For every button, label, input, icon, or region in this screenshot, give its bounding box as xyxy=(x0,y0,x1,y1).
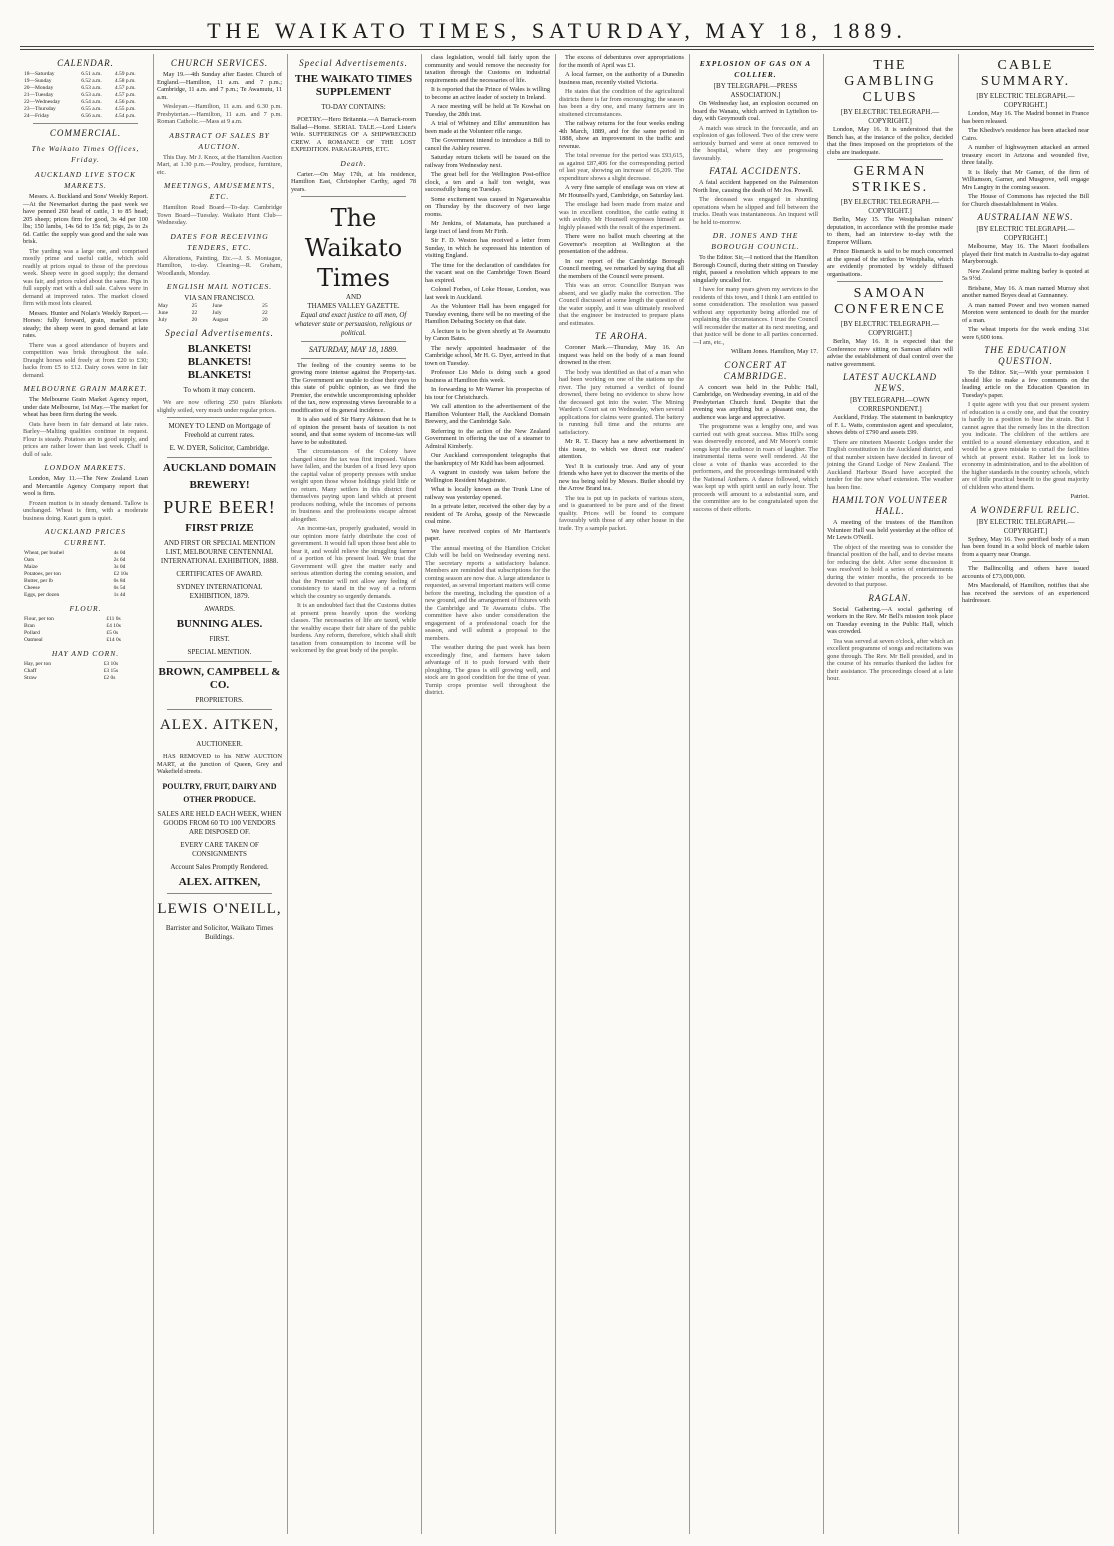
hamilton-hall-heading: HAMILTON VOLUNTEER HALL. xyxy=(832,495,948,516)
calendar-heading: CALENDAR. xyxy=(57,58,114,68)
stock-report-2: Messrs. Hunter and Nolan's Weekly Report.—Horses: fully forward, grain, market prices steady; the sheep were in good demand at late rates. xyxy=(23,309,148,339)
paragraph: There were no ballot much cheering at the Governor's reception at Wellington at the presentation of the address. xyxy=(559,233,684,255)
article-text: Wesleyan.—Hamilton, 11 a.m. and 6.30 p.m. Presbyterian.—Hamilton, 11 a.m. and 7 p.m. Roman Catholic.—Mass at 9 a.m. xyxy=(157,103,282,125)
first-heading: FIRST. xyxy=(209,635,230,643)
auctioneer-label: AUCTIONEER. xyxy=(196,740,243,748)
column-6 xyxy=(690,54,824,1534)
commercial-heading: COMMERCIAL. xyxy=(49,128,122,138)
care-line: EVERY CARE TAKEN OF CONSIGNMENTS xyxy=(180,840,259,858)
samoan-subheading: [BY ELECTRIC TELEGRAPH.—COPYRIGHT.] xyxy=(840,320,940,337)
death-heading: Death. xyxy=(340,158,367,168)
column-5 xyxy=(556,54,690,1534)
column-2 xyxy=(154,54,288,1534)
paragraph: A trial of Whitney and Ellis' ammunition has been made at the Volunteer rifle range. xyxy=(425,120,550,135)
article-text: This Day. Mr J. Knox, at the Hamilton Auction Mart, at 1.30 p.m.—Poultry, produce, furniture, etc. xyxy=(157,153,282,176)
column-1 xyxy=(20,54,154,1534)
jones-letter-heading: DR. JONES AND THE BOROUGH COUNCIL. xyxy=(711,231,800,251)
article-text: The annual meeting of the Hamilton Cricket Club will be held on Wednesday evening next. The secretary reports a satisfactory balance. Members are reminded that subscriptions for the coming season are now due. A large attendance is requested, as several important matters will come before the meeting, including the question of a new ground, and the arrangement of fixtures with the Cambridge and Te Awamutu clubs. The committee have also under consideration the engagement of a professional coach for the season, and will submit a proposal to the members. xyxy=(425,544,550,642)
german-text-2: Prince Bismarck is said to be much concerned at the spread of the strikes in Westphalia, which are evidently promoted by widely diffused organisations. xyxy=(827,248,953,278)
article-text: I have for many years given my services to the residents of this town, and I think I am entitled to some consideration. The resolution was passed without any opportunity being afforded me of explaining the circumstances. I trust the Council will reconsider the matter at its next meeting, and that justice will be done to all parties concerned.—I am, etc., xyxy=(693,286,818,346)
article-text: The tea is put up in packets of various sizes, and is guaranteed to be pure and of the finest quality. Prices will be found to compare favourably with those of any other house in the trade. Try a sample packet. xyxy=(559,494,684,532)
paragraph: The newly appointed headmaster of the Cambridge school, Mr H. G. Dyer, arrived in that town on Tuesday. xyxy=(425,344,550,367)
paragraph: A lecture is to be given shortly at Te Awamutu by Canon Bates. xyxy=(425,327,550,342)
cable-text-5: The House of Commons has rejected the Bill for Church disestablishment in Wales. xyxy=(962,193,1089,208)
australian-news-heading: AUSTRALIAN NEWS. xyxy=(977,212,1074,222)
explosion-text: On Wednesday last, an explosion occurred on board the Wanatu, which arrived in Lyttelton to-day, with Greymouth coal. xyxy=(693,100,818,122)
paragraph: Yes! It is curiously true. And any of your friends who have yet to discover the merits of the new tea being sold by Messrs. Butler should try the Arrow Brand tea. xyxy=(559,462,684,492)
article-text: Oats have been in fair demand at late rates. Barley—Malting qualities continue in request. Flour is steady. Potatoes are in good supply, and prices are rather lower than last week. Chaff is dull of sale. xyxy=(23,420,148,458)
hay-table: Hay, per ton £3 10s Chaff £3 15s Straw £2 0s xyxy=(24,661,119,681)
proprietors-label: PROPRIETORS. xyxy=(195,696,244,704)
paragraph: In our report of the Cambridge Borough Council meeting, we remarked by saying that all the members of the Council were present. xyxy=(559,257,684,280)
column-8 xyxy=(959,54,1094,1534)
masthead-rule xyxy=(20,46,1094,47)
paragraph: Colonel Forbes, of Loke House, London, was last week in Auckland. xyxy=(425,286,550,301)
paragraph: A local farmer, on the authority of a Dunedin business man, recently visited Victoria. xyxy=(559,71,684,86)
aitken-name: ALEX. AITKEN, xyxy=(159,717,280,733)
meetings-heading: MEETINGS, AMUSEMENTS, ETC. xyxy=(163,181,276,201)
cable-subheading: [BY ELECTRIC TELEGRAPH.—COPYRIGHT.] xyxy=(976,92,1075,109)
paragraph: As the Volunteer Hall has been engaged for Tuesday evening, there will be no meeting of the Hamilton Debating Society on that date. xyxy=(425,303,550,325)
calendar-table: 18—Saturday 6.51 a.m. 4.59 p.m. 19—Sunday 6.52 a.m. 4.58 p.m. 20—Monday 6.53 a.m. 4.57 p.m. 21—Tuesday 6.53 a.m. 4.57 p.m. 22—Wednesday 6.54 a.m. 4.56 p.m. 23—Thursday 6.55 a.m. 4.55 p.m. 24—Friday 6.56 a.m. 4.54 p.m. xyxy=(24,71,136,119)
paragraph: Mr Jenkins, of Matamata, has purchased a large tract of land from Mr Firth. xyxy=(425,220,550,235)
divider xyxy=(301,358,406,359)
tenders-heading: DATES FOR RECEIVING TENDERS, ETC. xyxy=(170,231,269,252)
newspaper-and: AND xyxy=(345,293,362,301)
paragraph: The time for the declaration of candidates for the vacant seat on the Cambridge Town Board has expired. xyxy=(425,261,550,284)
paragraph: In forwarding to Mr Warner his prospectus of his tour for Christchurch. xyxy=(425,386,550,401)
divider xyxy=(837,281,943,282)
notice-text-2: Mrs Macdonald, of Hamilton, notifies that she has received the services of an experienced hairdresser. xyxy=(962,582,1089,604)
article-text: He states that the condition of the agricultural districts there is far from encouraging; the season has been a dry one, and many farmers are in straitened circumstances. xyxy=(559,88,684,118)
leader-paragraph-2: It is also said of Sir Harry Atkinson that he is of opinion the present basis of taxation is not sound, and that some system of income-tax will have to be substituted. xyxy=(291,416,416,446)
article-text: A match was struck in the forecastle, and an explosion of gas followed. Two of the crew were seriously burned and were at once removed to the hospital, where they are progressing favourably. xyxy=(693,124,818,162)
australian-text-2: New Zealand prime malting barley is quoted at 5s 9½d. xyxy=(962,267,1089,282)
special-mention-heading: SPECIAL MENTION. xyxy=(187,648,252,656)
paragraph: Some excitement was caused in Ngaruawahia on Thursday by the discovery of two large rooms. xyxy=(425,195,550,218)
grain-market-heading: MELBOURNE GRAIN MARKET. xyxy=(23,384,148,393)
australian-text-4: A man named Power and two women named Moreton were sentenced to death for the murder of a man. xyxy=(962,301,1089,324)
article-text: The ensilage had been made from maize and was in excellent condition, the cattle eating it with avidity. Mr Hounsell expresses himself as highly pleased with the result of the experiment. xyxy=(559,201,684,231)
samoan-text: Berlin, May 16. It is expected that the Conference now sitting on Samoan affairs will advise the establishment of dual control over the native government. xyxy=(827,338,953,368)
cable-text-2: The Khedive's residence has been attacked near Cairo. xyxy=(962,127,1089,142)
explosion-heading: EXPLOSION OF GAS ON A COLLIER. xyxy=(699,59,812,79)
supplement-subtitle: TO-DAY CONTAINS: xyxy=(321,103,386,111)
paragraph: A race meeting will be held at Te Kowhai on Tuesday, the 28th inst. xyxy=(425,103,550,118)
relic-subheading: [BY ELECTRIC TELEGRAPH.—COPYRIGHT.] xyxy=(976,517,1075,535)
gambling-text: London, May 16. It is understood that the Bench has, at the instance of the police, decided that the fines imposed on the proprietors of the clubs are inadequate. xyxy=(827,126,953,156)
gambling-clubs-heading: THE GAMBLING CLUBS xyxy=(844,58,936,105)
australian-text-3: Brisbane, May 16. A man named Murray shot another named Boyes dead at Gunnanney. xyxy=(962,284,1089,299)
samoan-conference-heading: SAMOAN CONFERENCE xyxy=(834,286,946,317)
issue-date: SATURDAY, MAY 18, 1889. xyxy=(308,345,399,354)
blankets-ad: BLANKETS! BLANKETS! BLANKETS! xyxy=(187,343,252,381)
paragraph: Sir F. D. Weston has received a letter from Sunday, in which he expressed his intention of visiting England. xyxy=(425,237,550,259)
church-services-heading: CHURCH SERVICES. xyxy=(170,58,269,68)
australian-subheading: [BY ELECTRIC TELEGRAPH.—COPYRIGHT.] xyxy=(976,225,1075,242)
barrister-line: Barrister and Solicitor, Waikato Times Buildings. xyxy=(165,923,274,941)
paragraph: The great bell for the Wellington Post-office clock, a ten and a half ton weight, was successfully hung on Tuesday. xyxy=(425,171,550,193)
flour-table: Flour, per ton £11 0s Bran £4 10s Pollard £5 0s Oatmeal £14 0s xyxy=(24,616,121,643)
jones-letter-text: To the Editor. Sir,—I noticed that the Hamilton Borough Council, during their sitting on Tuesday night, passed a resolution which appears to me singularly uncalled for. xyxy=(693,254,818,284)
money-ad-name: E. W. DYER, Solicitor, Cambridge. xyxy=(169,444,270,452)
account-line: Account Sales Promptly Rendered. xyxy=(170,862,269,871)
paragraph: What is locally known as the Trunk Line of railway was yesterday opened. xyxy=(425,486,550,501)
paragraph: The railway returns for the four weeks ending 4th March, 1889, and for the same period in 1888, show an improvement in the traffic and revenue. xyxy=(559,120,684,150)
paragraph: A vagrant in custody was taken before the Wellington Resident Magistrate. xyxy=(425,469,550,484)
raglan-heading: RAGLAN. xyxy=(868,592,912,603)
divider xyxy=(167,661,272,662)
paragraph: Mr R. T. Dacey has a new advertisement in this issue, to which we direct our readers' attention. xyxy=(559,438,684,460)
exhibition-text: AND FIRST OR SPECIAL MENTION LIST, MELBOURNE CENTENNIAL INTERNATIONAL EXHIBITION, 1888. xyxy=(160,539,279,565)
cable-summary-heading: CABLE SUMMARY. xyxy=(980,58,1071,89)
latest-text: Auckland, Friday. The statement in bankruptcy of F. L. Watts, commission agent and speculator, shows debts of £790 and assets £99. xyxy=(827,414,953,436)
newspaper-title: The Waikato Times xyxy=(304,204,403,292)
paragraph: Our Auckland correspondent telegraphs that the bankruptcy of Mr Kidd has been adjourned. xyxy=(425,452,550,467)
masthead-rule-2 xyxy=(20,49,1094,50)
paragraph: Referring to the action of the New Zealand Government in offering the use of a steamer to Admiral Kimberly. xyxy=(425,427,550,450)
article-text: Hamilton Road Board—To-day. Cambridge Town Board—Tuesday. Waikato Hunt Club—Wednesday. xyxy=(157,204,282,226)
london-report: London, May 11.—The New Zealand Loan and Mercantile Agency Company report that wool is firm. xyxy=(23,475,148,497)
article-text: There was a good attendance of buyers and competition was brisk throughout the sale. Draught horses sold freely at from £20 to £30; hacks from £5 to £12. Dairy cows were in fair demand. xyxy=(23,341,148,379)
article-text: There are nineteen Masonic Lodges under the English constitution in the Auckland district, and of that number sixteen have decided in favour of joining the Grand Lodge of New Zealand. The Auckland Harbour Board have accepted the tender for the new wharf extension. The weather has been fine. xyxy=(827,438,953,491)
grain-report: The Melbourne Grain Market Agency report, under date Melbourne, 1st May.—The market for wheat has been firm during the week. xyxy=(23,396,148,418)
article-text: I quite agree with you that our present system of education is a costly one, and that the country is hardly in a position to bear the strain. But I cannot agree that the remedy lies in the direction you indicate. The children of the settlers are entitled to a sound elementary education, and it would be a grave mistake to curtail the facilities which at present exist. Rather let us look to economy in administration, and to the abolition of the higher standards in the country schools, which are of little practical benefit to the great majority of children who attend them. xyxy=(962,401,1089,491)
mail-subheading: VIA SAN FRANCISCO. xyxy=(184,294,255,302)
divider xyxy=(167,893,272,894)
article-text: The yarding was a large one, and comprised mostly prime and useful cattle, which sold readily at prices equal to those of the previous week. Sheep were in good supply; the demand was fair, and prices ruled about the same. Pigs in full supply met with a dull sale. Calves were in demand at improved rates. The market closed firm with most lots cleared. xyxy=(23,247,148,307)
supplement-title: THE WAIKATO TIMES SUPPLEMENT xyxy=(294,73,413,98)
paragraph: It is reported that the Prince of Wales is willing to become an active leader of society in Ireland. xyxy=(425,86,550,101)
article-text: The circumstances of the Colony have changed since the tax was first imposed. Values have fallen, and the burden of a fixed levy upon the capital value of property presses with undue weight upon those whose holdings yield little or no return. Many settlers in this district find themselves paying upon land which at present produces nothing, while the incomes of persons in business and the professions escape almost altogether. xyxy=(291,448,416,523)
education-text: To the Editor. Sir,—With your permission I should like to make a few comments on the leading article on the Education Question in Tuesday's paper. xyxy=(962,369,1089,399)
paragraph: Saturday return tickets will be issued on the railway from Wednesday next. xyxy=(425,154,550,169)
article-text: Tea was served at seven o'clock, after which an excellent programme of songs and recitations was gone through. The Rev. Mr Bell presided, and in the course of his remarks thanked the ladies for their assistance. The proceedings closed at a late hour. xyxy=(827,637,953,682)
paragraph: In a private letter, received the other day by a resident of Te Aroha, gossip of the Newcastle coal mine. xyxy=(425,503,550,525)
aitken-name-2: ALEX. AITKEN, xyxy=(178,875,261,888)
mail-table: May 25 June 25 June 22 July 22 July 20 August 20 xyxy=(158,303,268,323)
paragraph: class legislation, would fall fairly upon the community and would remove the necessity for taxation through the Customs on industrial requirements and the necessaries of life. xyxy=(425,54,550,84)
article-text: The body was identified as that of a man who had been working on one of the stations up the river. The jury returned a verdict of found drowned, there being no evidence to show how the deceased got into the water. The Mining Warden's Court sat on Wednesday, when several applications for claims were granted. The battery is running full time and the returns are satisfactory. xyxy=(559,368,684,436)
special-ads-heading: Special Advertisements. xyxy=(165,328,274,338)
first-prize: FIRST PRIZE xyxy=(185,522,254,534)
fatal-accidents-text: A fatal accident happened on the Palmerston North line, causing the death of Mr Jos. Powell. xyxy=(693,179,818,194)
article-text: The total revenue for the period was £93,615, as against £87,406 for the corresponding period of last year, showing an increase of £6,209. The expenditure shows a slight decrease. xyxy=(559,152,684,182)
prices-current-heading: AUCKLAND PRICES CURRENT. xyxy=(44,527,127,547)
article-text: Alterations, Painting, Etc.—J. S. Montague, Hamilton, to-day. Cleaning—R. Graham, Woodlands, Monday. xyxy=(157,254,282,277)
church-services-text: May 19.—4th Sunday after Easter. Church of England.—Hamilton, 11 a.m. and 7 p.m.; Cambridge, 11 a.m. and 7 p.m.; Te Awamutu, 11 a.m. xyxy=(157,71,282,101)
pure-beer-heading: PURE BEER! xyxy=(163,497,276,517)
paragraph: A very fine sample of ensilage was on view at Mr Hounsell's yard, Cambridge, on Saturday last. xyxy=(559,184,684,199)
education-question-heading: THE EDUCATION QUESTION. xyxy=(984,345,1067,366)
paragraph: Coroner Mark.—Thursday, May 16. An inquest was held on the body of a man found drowned in the river. xyxy=(559,344,684,366)
paragraph: We call attention to the advertisement of the Hamilton Volunteer Hall, the Auckland Domain Brewery, and the Cambridge Sale. xyxy=(425,403,550,425)
divider xyxy=(167,709,272,710)
brewery-subtitle: BREWERY! xyxy=(189,479,250,491)
mail-heading: ENGLISH MAIL NOTICES. xyxy=(166,282,273,291)
german-text-1: Berlin, May 15. The Westphalian miners' deputation, in accordance with the promise made to them, had an interview to-day with the Emperor William. xyxy=(827,216,953,246)
column-4 xyxy=(422,54,556,1534)
divider xyxy=(33,123,138,124)
commercial-subheading: The Waikato Times Offices, Friday. xyxy=(31,144,140,164)
raglan-text: Social Gathering.—A social gathering of workers in the Rev. Mr Bell's mission took place on Tuesday evening in the Public Hall, which was crowded. xyxy=(827,605,953,635)
flour-heading: FLOUR. xyxy=(69,604,102,613)
sales-line: SALES ARE HELD EACH WEEK, WHEN GOODS FROM 60 TO 100 VENDORS ARE DISPOSED OF. xyxy=(157,809,282,836)
money-ad: MONEY TO LEND on Mortgage of Freehold at current rates. xyxy=(168,422,271,439)
brewery-title: AUCKLAND DOMAIN xyxy=(162,462,277,474)
divider xyxy=(972,561,1079,562)
death-notice: Carter.—On May 17th, at his residence, Hamilton East, Christopher Carthy, aged 78 years. xyxy=(291,170,416,193)
london-markets-heading: LONDON MARKETS. xyxy=(44,463,127,472)
divider xyxy=(301,196,406,197)
leader-paragraph-1: The feeling of the country seems to be growing more intense against the Property-tax. The Government are unable to close their eyes to this state of public opinion, as we find the Premier, the erstwhile uncompromising upholder of the tax, now expressing views favourable to a modification of its general incidence. xyxy=(291,361,416,414)
explosion-subheading: [BY TELEGRAPH.—PRESS ASSOCIATION.] xyxy=(713,82,798,99)
stock-report-1: Messrs. A. Buckland and Sons' Weekly Report.—At the Newmarket during the past week we have penned 260 head of cattle, 1 to 85 head; 205 sheep; prices firm for good, 3s 4d per 100 lbs; 150 lambs, 14s 6d to 15s 6d; pigs, 2s to 2s 6d. Cattle: the supply was good and the sale was brisk. xyxy=(23,193,148,245)
article-text: The deceased was engaged in shunting operations when he slipped and fell between the trucks. Death was instantaneous. An inquest will be held to-morrow. xyxy=(693,196,818,226)
newspaper-motto: Equal and exact justice to all men, Of whatever state or persuasion, religious or political. xyxy=(294,311,413,337)
prices-table: Wheat, per bushel 4s 0d Oats 2s 6d Maize 3s 0d Potatoes, per ton £2 10s Butter, per lb 0s 8d Cheese 0s 5d Eggs, per dozen 1s 4d xyxy=(24,550,129,598)
brown-campbell-name: BROWN, CAMPBELL & CO. xyxy=(158,666,281,691)
article-text: It is an undoubted fact that the Customs duties at present press heavily upon the working classes. The necessaries of life are taxed, while the wealthy escape their fair share of the public burdens. Any reform, therefore, which shall shift taxation from consumption to income will be welcomed by the great body of the people. xyxy=(291,602,416,654)
blankets-subline: To whom it may concern. xyxy=(183,386,256,394)
latest-auckland-heading: LATEST AUCKLAND NEWS. xyxy=(842,372,938,393)
newspaper-subtitle: THAMES VALLEY GAZETTE. xyxy=(307,302,400,310)
hamilton-hall-text: A meeting of the trustees of the Hamilton Volunteer Hall was held yesterday at the office of Mr Lewis O'Neill. xyxy=(827,519,953,541)
removed-notice: HAS REMOVED to his NEW AUCTION MART, at the junction of Queen, Grey and Wakefield streets. xyxy=(157,753,282,775)
article-text: The programme was a lengthy one, and was carried out with great success. Miss Hill's song was deservedly encored, and Mr Moore's comic songs kept the audience in roars of laughter. The instrumental items were well rendered. At the close a vote of thanks was accorded to the performers, and the proceedings terminated with the National Anthem. A dance followed, which was kept up with spirit until an early hour. The proceeds will amount to a substantial sum, and the committee are to be congratulated upon the success of their efforts. xyxy=(693,423,818,513)
stock-markets-heading: AUCKLAND LIVE STOCK MARKETS. xyxy=(35,170,136,190)
relic-text: Sydney, May 16. Two petrified body of a man has been found in a solid block of marble taken from a quarry near Orange. xyxy=(962,535,1089,558)
article-text: An income-tax, properly graduated, would in our opinion more fairly distribute the cost of government. It would fall upon those best able to bear it, and would relieve the struggling farmer of a portion of his present load. We trust the Government will give the matter early and serious attention during the coming session, and that the Premier will not allow any feeling of consistency to stand in the way of a reform which the country so urgently demands. xyxy=(291,525,416,600)
gambling-subheading: [BY ELECTRIC TELEGRAPH.—COPYRIGHT.] xyxy=(840,108,940,125)
concert-text: A concert was held in the Public Hall, Cambridge, on Wednesday evening, in aid of the Presbyterian Church fund. Despite that the evening was anything but a pleasant one, the audience was large and appreciative. xyxy=(693,383,818,421)
german-subheading: [BY ELECTRIC TELEGRAPH.—COPYRIGHT.] xyxy=(840,198,940,215)
lewis-oneill-name: LEWIS O'NEILL, xyxy=(157,900,282,917)
paragraph: We have received copies of Mr Harrison's paper. xyxy=(425,527,550,542)
education-signature: Patriot. xyxy=(1070,493,1089,500)
article-text: We are now offering 250 pairs Blankets slightly soiled, very much under regular prices. xyxy=(157,399,282,414)
supplement-contents: POETRY.—Hero Britannia.—A Barrack-room Ballad—Home. SERIAL TALE.—Lord Lister's Wife. SUFFERINGS OF A SHIPWRECKED CREW. A ROMANCE OF THE LOST EXPEDITION. PARAGRAPHS, ETC. xyxy=(291,116,416,153)
article-text: The weather during the past week has been exceedingly fine, and farmers have taken advantage of it to push forward with their ploughing. The grass is still growing well, and stock are in good condition for the time of year. Turnip crops promise well throughout the district. xyxy=(425,644,550,696)
article-text: The object of the meeting was to consider the financial position of the hall, and to devise means for reducing the debt. After some discussion it was resolved to hold a series of entertainments during the winter months, the proceeds to be devoted to that purpose. xyxy=(827,543,953,588)
cable-text-3: A number of highwaymen attacked an armed treasury escort in Arizona and wounded five, three fatally. xyxy=(962,144,1089,166)
paragraph: Professor Lio Melo is doing such a good business at Hamilton this week. xyxy=(425,369,550,384)
column-7 xyxy=(824,54,959,1534)
german-strikes-heading: GERMAN STRIKES. xyxy=(851,164,929,195)
notice-text-1: The Ballincollig and others have issued accounts of £73,000,000. xyxy=(962,565,1089,580)
masthead: THE WAIKATO TIMES, SATURDAY, MAY 18, 1889. xyxy=(207,18,907,43)
sydney-exhibition: SYDNEY INTERNATIONAL EXHIBITION, 1879. xyxy=(176,583,263,600)
wonderful-relic-heading: A WONDERFUL RELIC. xyxy=(970,504,1081,515)
article-text: Frozen mutton is in steady demand. Tallow is unchanged. Wheat is firm, with a moderate business doing. Kauri gum is quiet. xyxy=(23,499,148,522)
cable-text-4: It is likely that Mr Gamer, of the firm of Williamson, Garner, and Musgrove, will engage Mrs Langtry in the coming season. xyxy=(962,168,1089,191)
australian-text-1: Melbourne, May 16. The Maori footballers played their first match in Australia to-day against Maryborough. xyxy=(962,243,1089,265)
fatal-accidents-heading: FATAL ACCIDENTS. xyxy=(709,166,802,176)
column-3 xyxy=(288,54,422,1534)
bunning-ales: BUNNING ALES. xyxy=(176,618,263,630)
paragraph: The Government intend to introduce a Bill to cancel the Ashley reserve. xyxy=(425,137,550,152)
poultry-line: POULTRY, FRUIT, DAIRY AND OTHER PRODUCE. xyxy=(162,781,277,804)
divider xyxy=(167,417,272,418)
divider xyxy=(301,341,406,342)
certificates-heading: CERTIFICATES OF AWARD. xyxy=(176,570,263,578)
article-text: This was an error. Councillor Bunyan was absent, and we gladly make the correction. The Council discussed at some length the question of the water supply, and it was ultimately resolved that the engineer be instructed to prepare plans and estimates. xyxy=(559,282,684,327)
latest-subheading: [BY TELEGRAPH.—OWN CORRESPONDENT.] xyxy=(850,396,930,413)
divider xyxy=(167,457,272,458)
paragraph: The excess of debentures over appropriations for the month of April was £1. xyxy=(559,54,684,69)
australian-text-5: The wheat imports for the week ending 31st were 6,600 tons. xyxy=(962,326,1089,341)
special-ads-heading: Special Advertisements. xyxy=(299,58,408,68)
concert-heading: CONCERT AT CAMBRIDGE. xyxy=(723,359,788,381)
awards-heading: AWARDS. xyxy=(204,605,235,613)
hay-corn-heading: HAY AND CORN. xyxy=(51,649,120,658)
divider xyxy=(837,159,943,160)
te-aroha-heading: TE AROHA. xyxy=(594,331,649,341)
jones-signature: William Jones. Hamilton, May 17. xyxy=(730,348,818,355)
cable-text-1: London, May 16. The Madrid bonnet in France has been released. xyxy=(962,110,1089,125)
abstract-sales-heading: ABSTRACT OF SALES BY AUCTION. xyxy=(169,130,270,151)
newspaper-page xyxy=(20,54,1094,1534)
